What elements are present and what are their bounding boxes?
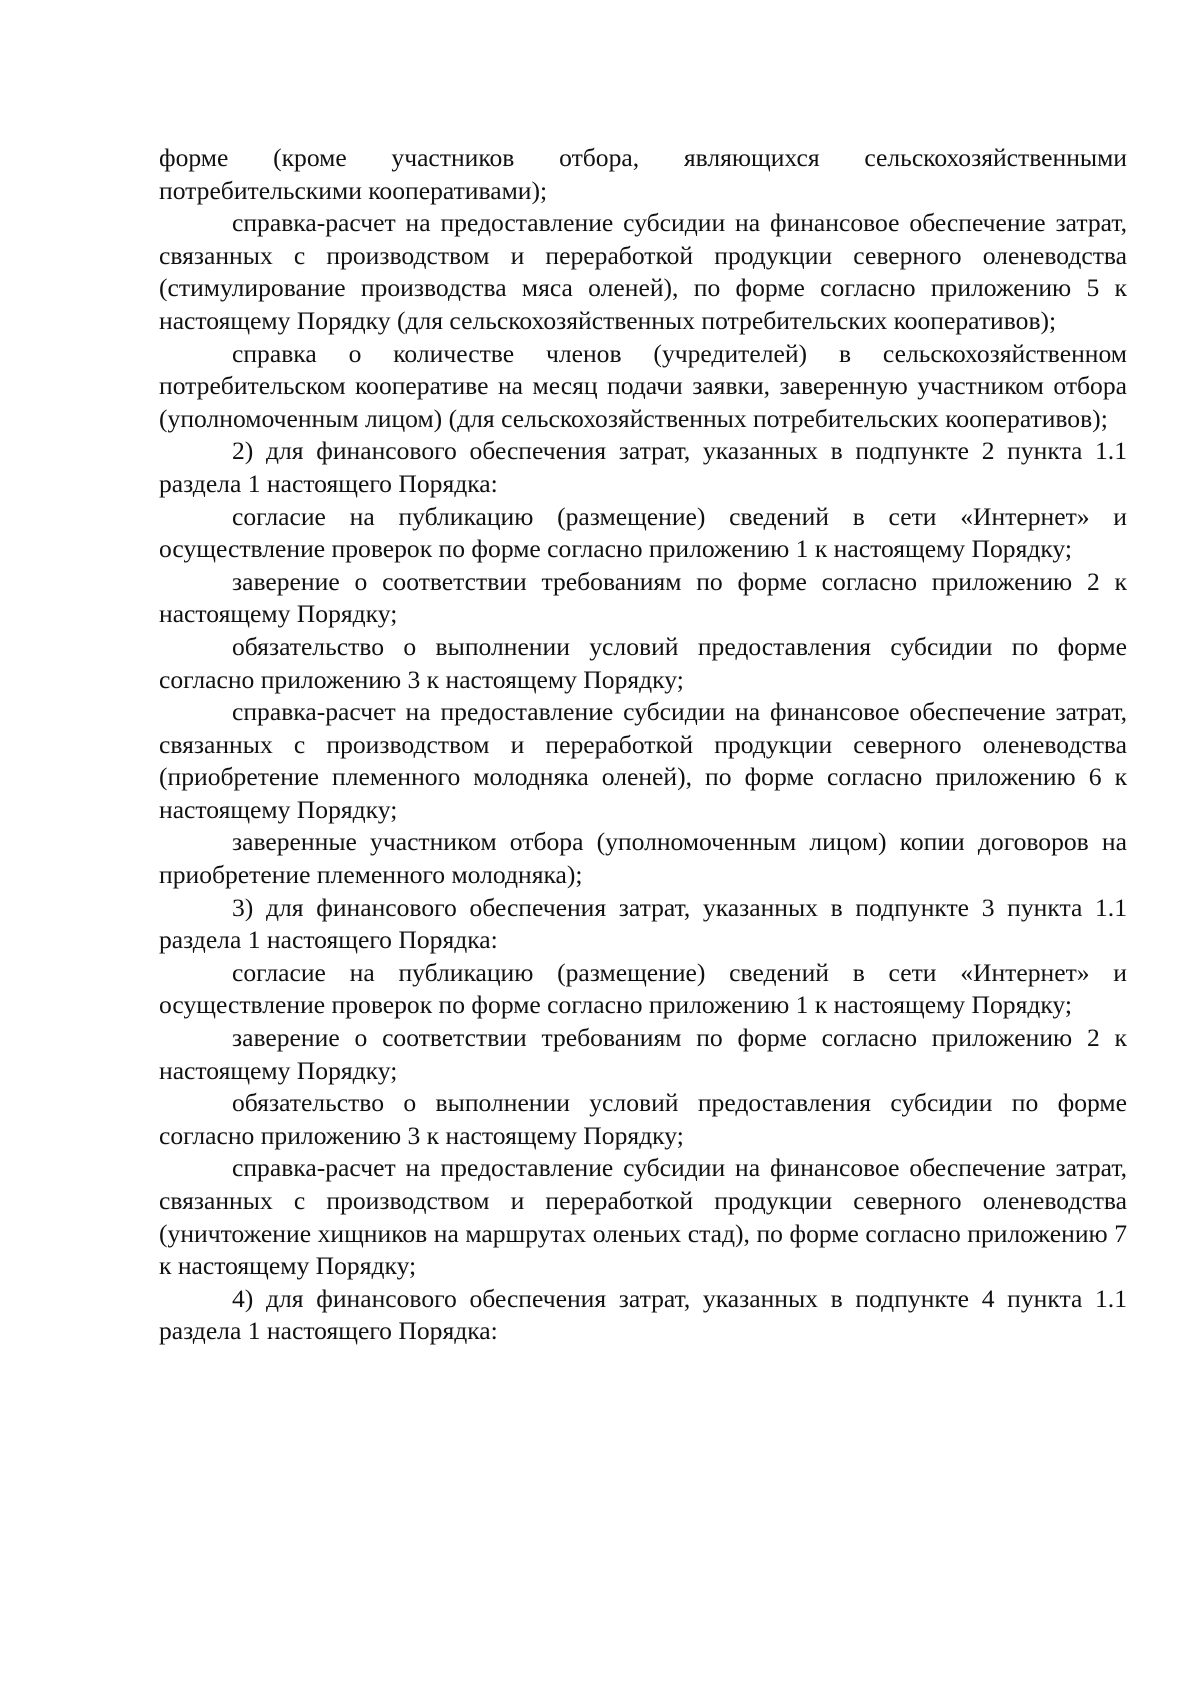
paragraph: 3) для финансового обеспечения затрат, указанных в подпункте 3 пункта 1.1 раздела 1 настоящего Порядка: — [159, 892, 1127, 955]
paragraph: форме (кроме участников отбора, являющихся сельскохозяйственными потребительскими кооперативами); — [159, 143, 1127, 205]
paragraph: обязательство о выполнении условий предоставления субсидии по форме согласно приложению 3 к настоящему Порядку; — [159, 631, 1127, 694]
paragraph: 4) для финансового обеспечения затрат, указанных в подпункте 4 пункта 1.1 раздела 1 настоящего Порядка: — [159, 1283, 1127, 1346]
paragraph: 2) для финансового обеспечения затрат, указанных в подпункте 2 пункта 1.1 раздела 1 настоящего Порядка: — [159, 436, 1127, 498]
paragraph: справка-расчет на предоставление субсидии на финансовое обеспечение затрат, связанных с производством и переработкой продукции северного оленеводства (приобретение племенного молодняка оленей), по форме согласно приложению 6 к настоящему Порядку; — [159, 697, 1127, 824]
paragraph: согласие на публикацию (размещение) сведений в сети «Интернет» и осуществление проверок по форме согласно приложению 1 к настоящему Порядку; — [159, 957, 1127, 1020]
document-body — [159, 142, 1127, 1348]
paragraph: согласие на публикацию (размещение) сведений в сети «Интернет» и осуществление проверок по форме согласно приложению 1 к настоящему Порядку; — [159, 501, 1127, 564]
paragraph: заверенные участником отбора (уполномоченным лицом) копии договоров на приобретение племенного молодняка); — [159, 827, 1127, 890]
paragraph: заверение о соответствии требованиям по форме согласно приложению 2 к настоящему Порядку; — [159, 566, 1127, 629]
paragraph: справка-расчет на предоставление субсидии на финансовое обеспечение затрат, связанных с производством и переработкой продукции северного оленеводства (уничтожение хищников на маршрутах оленьих стад), по форме согласно приложению 7 к настоящему Порядку; — [159, 1153, 1127, 1281]
paragraph: обязательство о выполнении условий предоставления субсидии по форме согласно приложению 3 к настоящему Порядку; — [159, 1088, 1127, 1150]
paragraph: заверение о соответствии требованиям по форме согласно приложению 2 к настоящему Порядку; — [159, 1023, 1127, 1085]
paragraph: справка о количестве членов (учредителей) в сельскохозяйственном потребительском кооперативе на месяц подачи заявки, заверенную участником отбора (уполномоченным лицом) (для сельскохозяйственных потребительских кооперативов); — [159, 338, 1127, 433]
paragraph: справка-расчет на предоставление субсидии на финансовое обеспечение затрат, связанных с производством и переработкой продукции северного оленеводства (стимулирование производства мяса оленей), по форме согласно приложению 5 к настоящему Порядку (для сельскохозяйственных потребительских кооперативов); — [159, 208, 1127, 335]
